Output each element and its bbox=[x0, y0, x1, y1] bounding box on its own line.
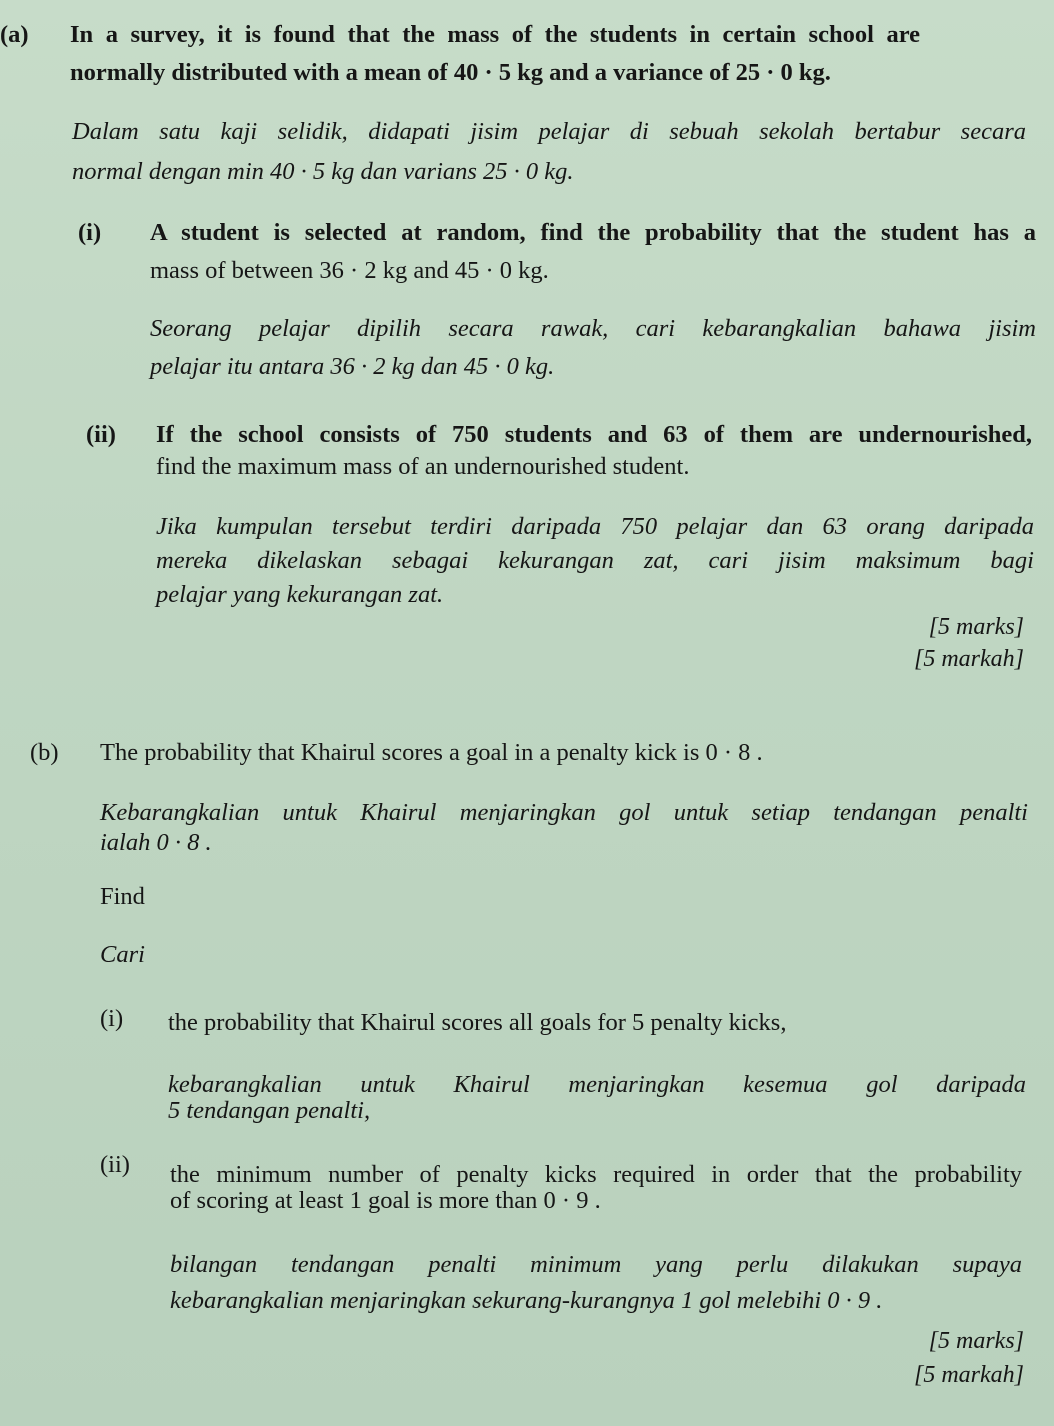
part-a-q1-ms-line-1: Seorang pelajar dipilih secara rawak, cari kebarangkalian bahawa jisim bbox=[150, 315, 1036, 342]
part-a-marks-en: [5 marks] bbox=[928, 614, 1024, 640]
part-b-intro-ms-line-1: Kebarangkalian untuk Khairul menjaringkan gol untuk setiap tendangan penalti bbox=[100, 799, 1028, 826]
part-a-q1-ms-line-2: pelajar itu antara 36 · 2 kg dan 45 · 0 kg. bbox=[150, 353, 555, 380]
part-b-q1-label: (i) bbox=[100, 1005, 124, 1032]
part-a-q2-ms-line-2: mereka dikelaskan sebagai kekurangan zat, cari jisim maksimum bagi bbox=[156, 547, 1034, 574]
part-b-intro-ms-line-2: ialah 0 · 8 . bbox=[100, 829, 212, 856]
part-b-label bbox=[30, 738, 59, 768]
part-a-intro-ms-line-1: Dalam satu kaji selidik, didapati jisim pelajar di sebuah sekolah bertabur secara bbox=[72, 118, 1026, 145]
part-a-q1-en-line-2: mass of between 36 · 2 kg and 45 · 0 kg. bbox=[150, 257, 549, 284]
part-b-marks-en: [5 marks] bbox=[928, 1328, 1024, 1354]
part-b-q1-ms-line-1: kebarangkalian untuk Khairul menjaringkan kesemua gol daripada bbox=[168, 1071, 1026, 1098]
part-b-intro-en: The probability that Khairul scores a goal in a penalty kick is 0 · 8 . bbox=[100, 739, 763, 766]
part-a-q1-label: (i) bbox=[78, 219, 102, 246]
part-b-marks-ms: [5 markah] bbox=[913, 1362, 1024, 1388]
part-b-q2-en-line-2: of scoring at least 1 goal is more than 0 · 9 . bbox=[170, 1187, 601, 1214]
part-a-q1-en-line-1: A student is selected at random, find the probability that the student has a bbox=[150, 219, 1036, 246]
part-b-q2-label: (ii) bbox=[100, 1151, 130, 1178]
part-a-intro-en-line-2: normally distributed with a mean of 40 · 5 kg and a variance of 25 · 0 kg. bbox=[70, 59, 831, 86]
part-b-find-ms: Cari bbox=[100, 941, 145, 968]
part-a-q2-ms-line-1: Jika kumpulan tersebut terdiri daripada 750 pelajar dan 63 orang daripada bbox=[156, 513, 1034, 540]
part-b-q2-ms-line-2: kebarangkalian menjaringkan sekurang-kurangnya 1 gol melebihi 0 · 9 . bbox=[170, 1287, 883, 1314]
part-b-label-text: (b) bbox=[30, 739, 59, 766]
part-a-label: (a) bbox=[0, 21, 29, 48]
part-b-q2-ms-line-1: bilangan tendangan penalti minimum yang perlu dilakukan supaya bbox=[170, 1251, 1022, 1278]
part-a-marks-ms: [5 markah] bbox=[913, 646, 1024, 672]
part-b-find-en: Find bbox=[100, 883, 145, 910]
part-b-q1-ms-line-2: 5 tendangan penalti, bbox=[168, 1097, 371, 1124]
part-a-q2-label: (ii) bbox=[86, 421, 116, 448]
part-a-q2-ms-line-3: pelajar yang kekurangan zat. bbox=[156, 581, 444, 608]
part-a-q2-en-line-1: If the school consists of 750 students and 63 of them are undernourished, bbox=[156, 421, 1032, 448]
part-b-q2-en-line-1: the minimum number of penalty kicks required in order that the probability bbox=[170, 1161, 1022, 1188]
part-a-q2-en-line-2: find the maximum mass of an undernourished student. bbox=[156, 453, 690, 480]
part-a-intro-ms-line-2: normal dengan min 40 · 5 kg dan varians 25 · 0 kg. bbox=[72, 158, 574, 185]
part-b-q1-en: the probability that Khairul scores all goals for 5 penalty kicks, bbox=[168, 1009, 787, 1036]
part-a-intro-en-line-1: In a survey, it is found that the mass of the students in certain school are bbox=[70, 21, 920, 48]
